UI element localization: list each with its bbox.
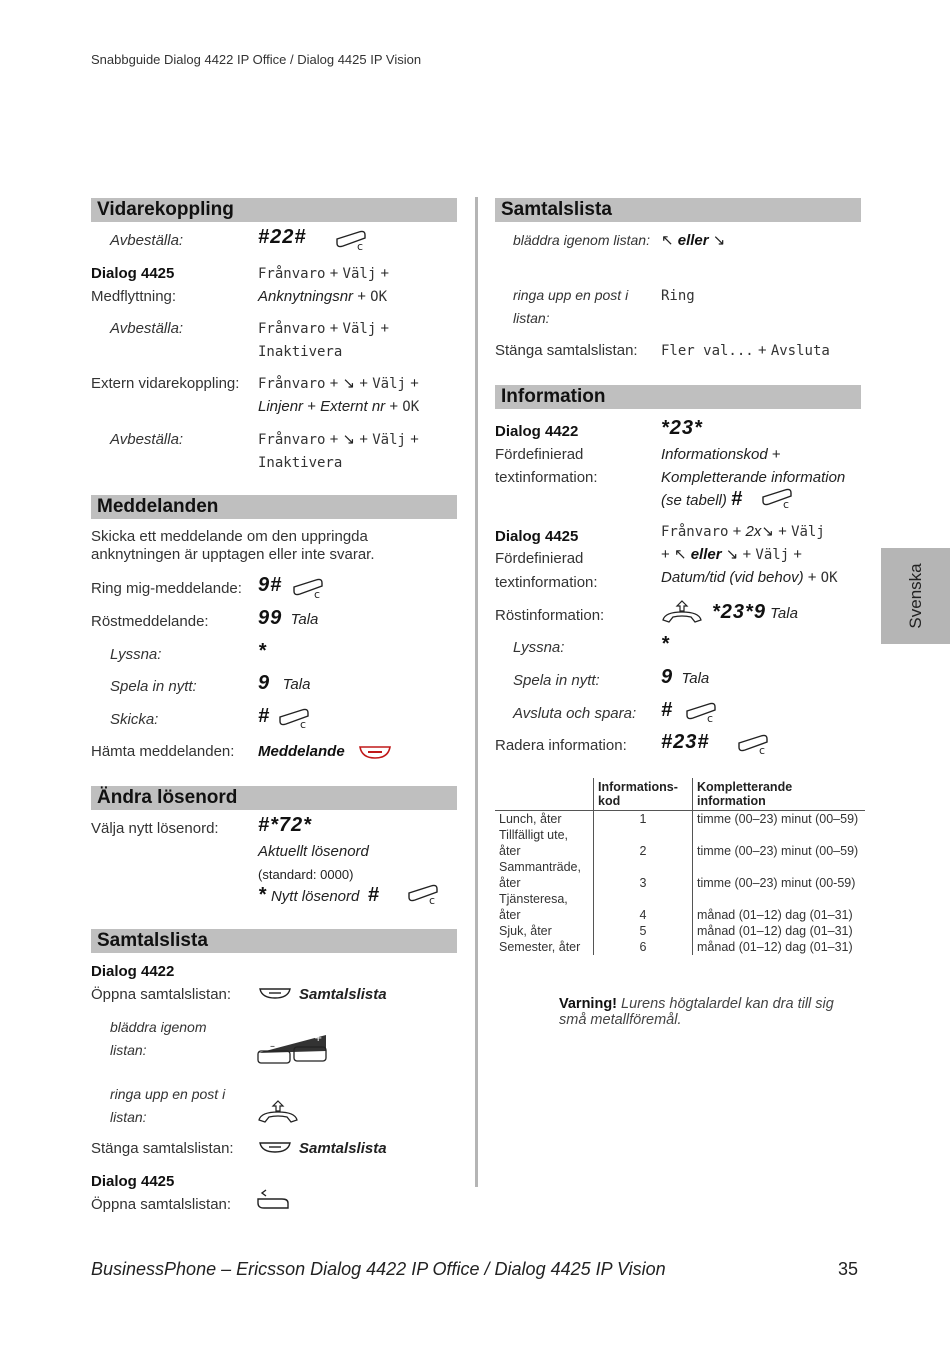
table-cell: timme (00–23) minut (00–59) xyxy=(697,844,859,858)
arrow-up-left-icon: ↖ xyxy=(673,546,687,563)
md-ring-label: Ring mig-meddelande: xyxy=(91,580,242,597)
vk-cancel2-line2: Inaktivera xyxy=(258,344,343,360)
inf-rostinfo-value: *23*9 Tala xyxy=(712,601,798,623)
sl-oppna2-label: Öppna samtalslistan: xyxy=(91,1196,232,1213)
softkey-icon xyxy=(258,986,292,1000)
sl-oppna-value: Samtalslista xyxy=(299,986,387,1003)
md-skicka-label: Skicka: xyxy=(110,711,159,728)
section-title-meddelanden: Meddelanden xyxy=(91,495,457,519)
table-cell: Lunch, åter xyxy=(499,812,562,826)
slr-stanga-label: Stänga samtalslistan: xyxy=(495,342,638,359)
pw-standard: (standard: 0000) xyxy=(258,867,354,882)
vk-cancel3-label: Avbeställa: xyxy=(110,431,184,448)
table-row xyxy=(495,859,865,891)
vk-medflytt-line2: Anknytningsnr + OK xyxy=(258,288,388,305)
inf-lyssna-code: * xyxy=(661,633,670,655)
volume-keys-icon xyxy=(256,1031,330,1067)
clear-key-icon xyxy=(291,576,325,600)
md-spela-value: 9 Tala xyxy=(258,672,311,694)
sl-ringa-label: ringa upp en post i listan: xyxy=(110,1086,226,1125)
clear-key-icon xyxy=(406,882,440,906)
page-header: Snabbguide Dialog 4422 IP Office / Dialog 4425 IP Vision xyxy=(91,52,422,67)
table-row xyxy=(495,827,865,859)
clear-key-icon xyxy=(760,486,794,510)
table-row xyxy=(495,891,865,923)
language-tab: Svenska xyxy=(881,548,950,644)
slr-bladdra-label: bläddra igenom listan: xyxy=(513,232,650,248)
pw-aktuellt: Aktuellt lösenord xyxy=(258,843,369,860)
arrow-up-left-icon: ↖ xyxy=(661,232,674,249)
table-header xyxy=(495,778,594,811)
handset-icon xyxy=(660,600,704,624)
section-title-losenord: Ändra lösenord xyxy=(91,786,457,810)
vk-medflytt-label: Medflyttning: xyxy=(91,288,177,305)
sl-d4425: Dialog 4425 xyxy=(91,1173,175,1190)
table-cell: Tillfälligt ute, åter xyxy=(499,828,569,858)
slr-ringa-value: Ring xyxy=(661,288,695,304)
inf-textinfo2: textinformation: xyxy=(495,574,598,591)
md-hamta-label: Hämta meddelanden: xyxy=(91,743,235,760)
table-cell: 6 xyxy=(594,939,693,955)
arrow-down-right-icon: ↘ xyxy=(712,232,726,249)
table-cell: Semester, åter xyxy=(499,940,581,954)
clear-key-icon xyxy=(684,700,718,724)
clear-key-icon xyxy=(736,732,770,756)
softkey-icon xyxy=(258,1140,292,1154)
vk-dialog4425: Dialog 4425 xyxy=(91,265,175,282)
inf-spela-value: 9 Tala xyxy=(661,666,710,688)
section-title-vidarekoppling: Vidarekoppling xyxy=(91,198,457,222)
arrow-down-right-icon: ↘ xyxy=(761,523,774,540)
slr-ringa-label: ringa upp en post i listan: xyxy=(513,287,629,326)
section-title-information: Information xyxy=(495,385,861,409)
vk-cancel1-value: #22# xyxy=(258,226,307,248)
inf-radera-label: Radera information: xyxy=(495,737,627,754)
vk-cancel2-line1: Frånvaro + Välj + xyxy=(258,320,390,337)
md-intro: Skicka ett meddelande om den uppringda anknytningen är upptagen eller inte svarar. xyxy=(91,528,375,563)
vk-cancel3-line1: Frånvaro + ↘ + Välj + xyxy=(258,431,419,448)
footer-title: BusinessPhone – Ericsson Dialog 4422 IP Office / Dialog 4425 IP Vision xyxy=(91,1259,666,1279)
table-cell: månad (01–12) dag (01–31) xyxy=(697,940,853,954)
inf-v1-line2: Kompletterande information xyxy=(661,469,846,486)
table-cell: Sjuk, åter xyxy=(499,924,552,938)
table-header-row xyxy=(495,778,865,811)
table-cell: Sammanträde, åter xyxy=(499,860,581,890)
warning-note: Varning! Lurens högtalardel kan dra till sig små metallföremål. xyxy=(559,996,834,1028)
vk-extern-line2: Linjenr + Externt nr + OK xyxy=(258,398,420,415)
table-cell: 4 xyxy=(594,891,693,923)
arrow-down-right-icon: ↘ xyxy=(342,431,356,448)
inf-avsluta-code: # xyxy=(661,699,674,721)
slr-stanga-value: Fler val... + Avsluta xyxy=(661,342,830,359)
inf-code4422: *23* xyxy=(661,417,703,439)
sl-oppna-label: Öppna samtalslistan: xyxy=(91,986,232,1003)
table-cell: 5 xyxy=(594,923,693,939)
arrow-down-right-icon: ↘ xyxy=(725,546,739,563)
slr-bladdra-value: ↖ eller ↘ xyxy=(661,232,726,249)
vk-cancel2-label: Avbeställa: xyxy=(110,320,184,337)
md-lyssna-code: * xyxy=(258,640,267,662)
vk-extern-line1: Frånvaro + ↘ + Välj + xyxy=(258,375,419,392)
table-header: Informations-kod xyxy=(594,778,693,811)
table-row xyxy=(495,939,865,955)
back-key-icon xyxy=(256,1187,290,1211)
section-title-samtalslista-left: Samtalslista xyxy=(91,929,457,953)
md-rost-label: Röstmeddelande: xyxy=(91,613,209,630)
vk-cancel1-label: Avbeställa: xyxy=(110,232,184,249)
inf-avsluta-label: Avsluta och spara: xyxy=(513,705,637,722)
table-cell: timme (00–23) minut (00–59) xyxy=(697,812,859,826)
message-key-icon xyxy=(358,744,392,760)
inf-d4425: Dialog 4425 xyxy=(495,528,579,545)
table-cell: 1 xyxy=(594,811,693,828)
table-cell: timme (00–23) minut (00-59) xyxy=(697,876,856,890)
inf-d4422: Dialog 4422 xyxy=(495,423,579,440)
sl-d4422: Dialog 4422 xyxy=(91,963,175,980)
md-spela-label: Spela in nytt: xyxy=(110,678,197,695)
vk-extern-label: Extern vidarekoppling: xyxy=(91,375,240,392)
column-divider xyxy=(475,197,478,1187)
md-hamta-value: Meddelande xyxy=(258,743,345,760)
table-row xyxy=(495,923,865,939)
inf-fordef1: Fördefinierad xyxy=(495,446,584,463)
inf-v1-line1: Informationskod + xyxy=(661,446,781,463)
table-row xyxy=(495,811,865,828)
handset-icon xyxy=(256,1100,300,1124)
pw-nytt: * Nytt lösenord # xyxy=(258,884,380,906)
inf-rostinfo-label: Röstinformation: xyxy=(495,607,605,624)
sl-stanga-label: Stänga samtalslistan: xyxy=(91,1140,234,1157)
page-number: 35 xyxy=(838,1259,859,1279)
table-cell: månad (01–12) dag (01–31) xyxy=(697,908,853,922)
inf-v1-line3: (se tabell) # xyxy=(661,488,744,510)
vk-cancel3-line2: Inaktivera xyxy=(258,455,343,471)
sl-stanga-value: Samtalslista xyxy=(299,1140,387,1157)
clear-key-icon xyxy=(277,706,311,730)
table-cell: månad (01–12) dag (01–31) xyxy=(697,924,853,938)
section-title-samtalslista-right: Samtalslista xyxy=(495,198,861,222)
inf-radera-code: #23# xyxy=(661,731,710,753)
pw-label: Välja nytt lösenord: xyxy=(91,820,219,837)
table-cell: 3 xyxy=(594,859,693,891)
inf-v2-line3: Datum/tid (vid behov) + OK xyxy=(661,569,838,586)
vk-medflytt-line1: Frånvaro + Välj + xyxy=(258,265,390,282)
table-header: Kompletterande information xyxy=(697,780,793,808)
pw-code: #*72* xyxy=(258,814,312,836)
arrow-down-right-icon: ↘ xyxy=(342,375,356,392)
md-lyssna-label: Lyssna: xyxy=(110,646,162,663)
inf-v2-line1: Frånvaro + 2x↘ + Välj xyxy=(661,523,825,540)
inf-fordef2: Fördefinierad xyxy=(495,550,584,567)
table-cell: 2 xyxy=(594,827,693,859)
inf-spela-label: Spela in nytt: xyxy=(513,672,600,689)
sl-bladdra-label: bläddra igenom listan: xyxy=(110,1019,207,1058)
table-cell: Tjänsteresa, åter xyxy=(499,892,568,922)
inf-lyssna-label: Lyssna: xyxy=(513,639,565,656)
clear-key-icon xyxy=(334,228,368,252)
information-code-table xyxy=(495,778,865,955)
md-ring-code: 9# xyxy=(258,574,283,596)
md-skicka-code: # xyxy=(258,705,271,727)
inf-textinfo1: textinformation: xyxy=(495,469,598,486)
md-rost-value: 99 Tala xyxy=(258,607,319,629)
inf-v2-line2: + ↖ eller ↘ + Välj + xyxy=(661,546,803,563)
